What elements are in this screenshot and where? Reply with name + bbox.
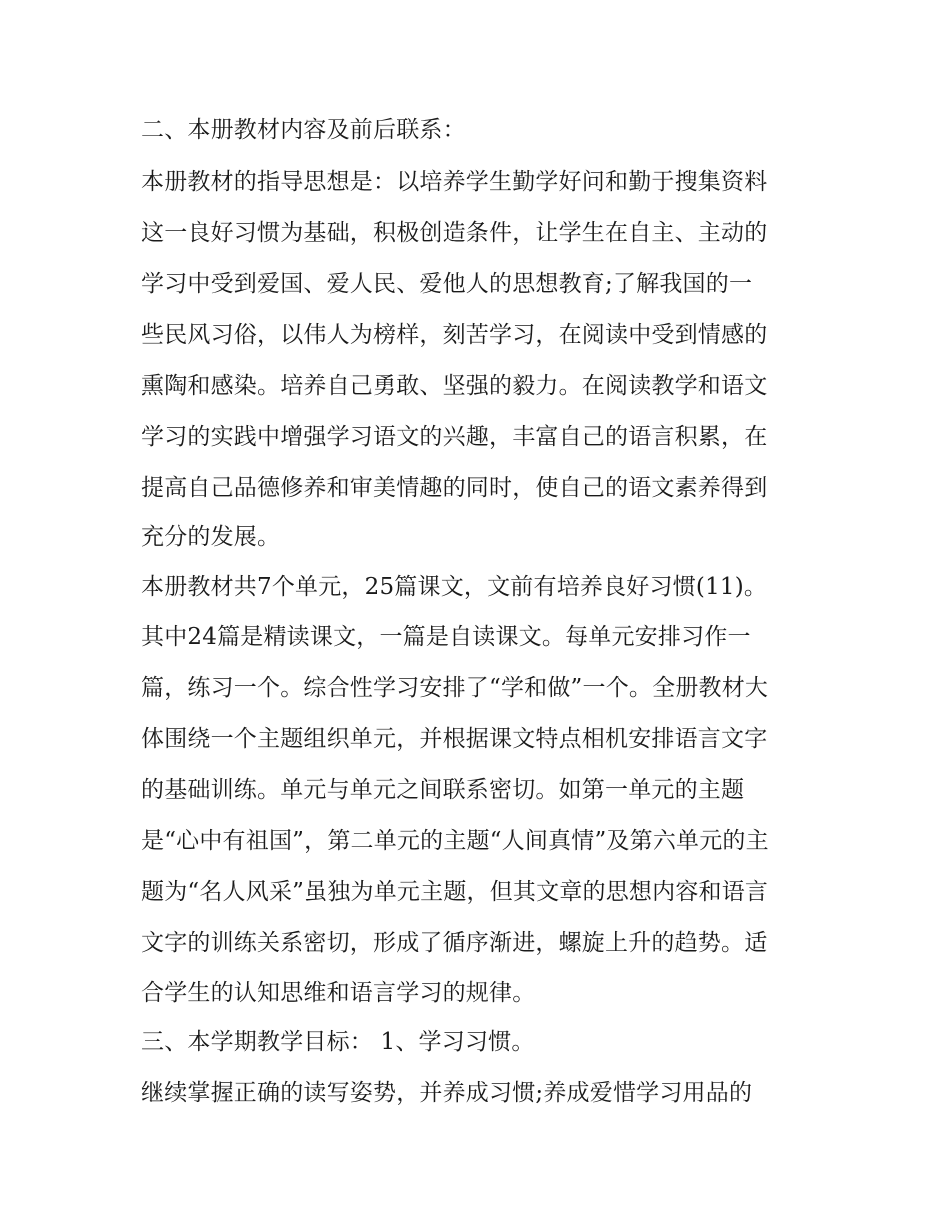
text-line: 充分的发展。 — [141, 524, 281, 550]
text-line: 学习的实践中增强学习语文的兴趣，丰富自己的语言积累，在 — [141, 424, 768, 450]
text-line: 些民风习俗，以伟人为榜样，刻苦学习，在阅读中受到情感的 — [141, 322, 768, 348]
text-line: 熏陶和感染。培养自己勇敢、坚强的毅力。在阅读教学和语文 — [141, 373, 768, 399]
text-line: 文字的训练关系密切，形成了循序渐进，螺旋上升的趋势。适 — [141, 930, 768, 956]
text-line: 这一良好习惯为基础，积极创造条件，让学生在自主、主动的 — [141, 220, 768, 246]
text-line: 本册教材共7个单元，25篇课文，文前有培养良好习惯(11)。 — [141, 574, 768, 600]
text-line: 其中24篇是精读课文，一篇是自读课文。每单元安排习作一 — [141, 624, 751, 650]
section-heading-3: 三、本学期教学目标： 1、学习习惯。 — [141, 1029, 535, 1055]
text-line: 提高自己品德修养和审美情趣的同时，使自己的语文素养得到 — [141, 475, 768, 501]
text-line: 学习中受到爱国、爱人民、爱他人的思想教育;了解我国的一 — [141, 271, 753, 297]
text-line: 的基础训练。单元与单元之间联系密切。如第一单元的主题 — [141, 777, 745, 803]
text-line: 继续掌握正确的读写姿势，并养成习惯;养成爱惜学习用品的 — [141, 1080, 753, 1106]
text-line: 体围绕一个主题组织单元，并根据课文特点相机安排语言文字 — [141, 726, 768, 752]
text-line: 是“心中有祖国”，第二单元的主题“人间真情”及第六单元的主 — [141, 828, 769, 854]
text-line: 本册教材的指导思想是：以培养学生勤学好问和勤于搜集资料 — [141, 169, 768, 195]
section-heading-2: 二、本册教材内容及前后联系： — [141, 117, 466, 143]
text-line: 篇，练习一个。综合性学习安排了“学和做”一个。全册教材大 — [141, 675, 769, 701]
text-line: 题为“名人风采”虽独为单元主题，但其文章的思想内容和语言 — [141, 879, 769, 905]
text-line: 合学生的认知思维和语言学习的规律。 — [141, 980, 536, 1006]
